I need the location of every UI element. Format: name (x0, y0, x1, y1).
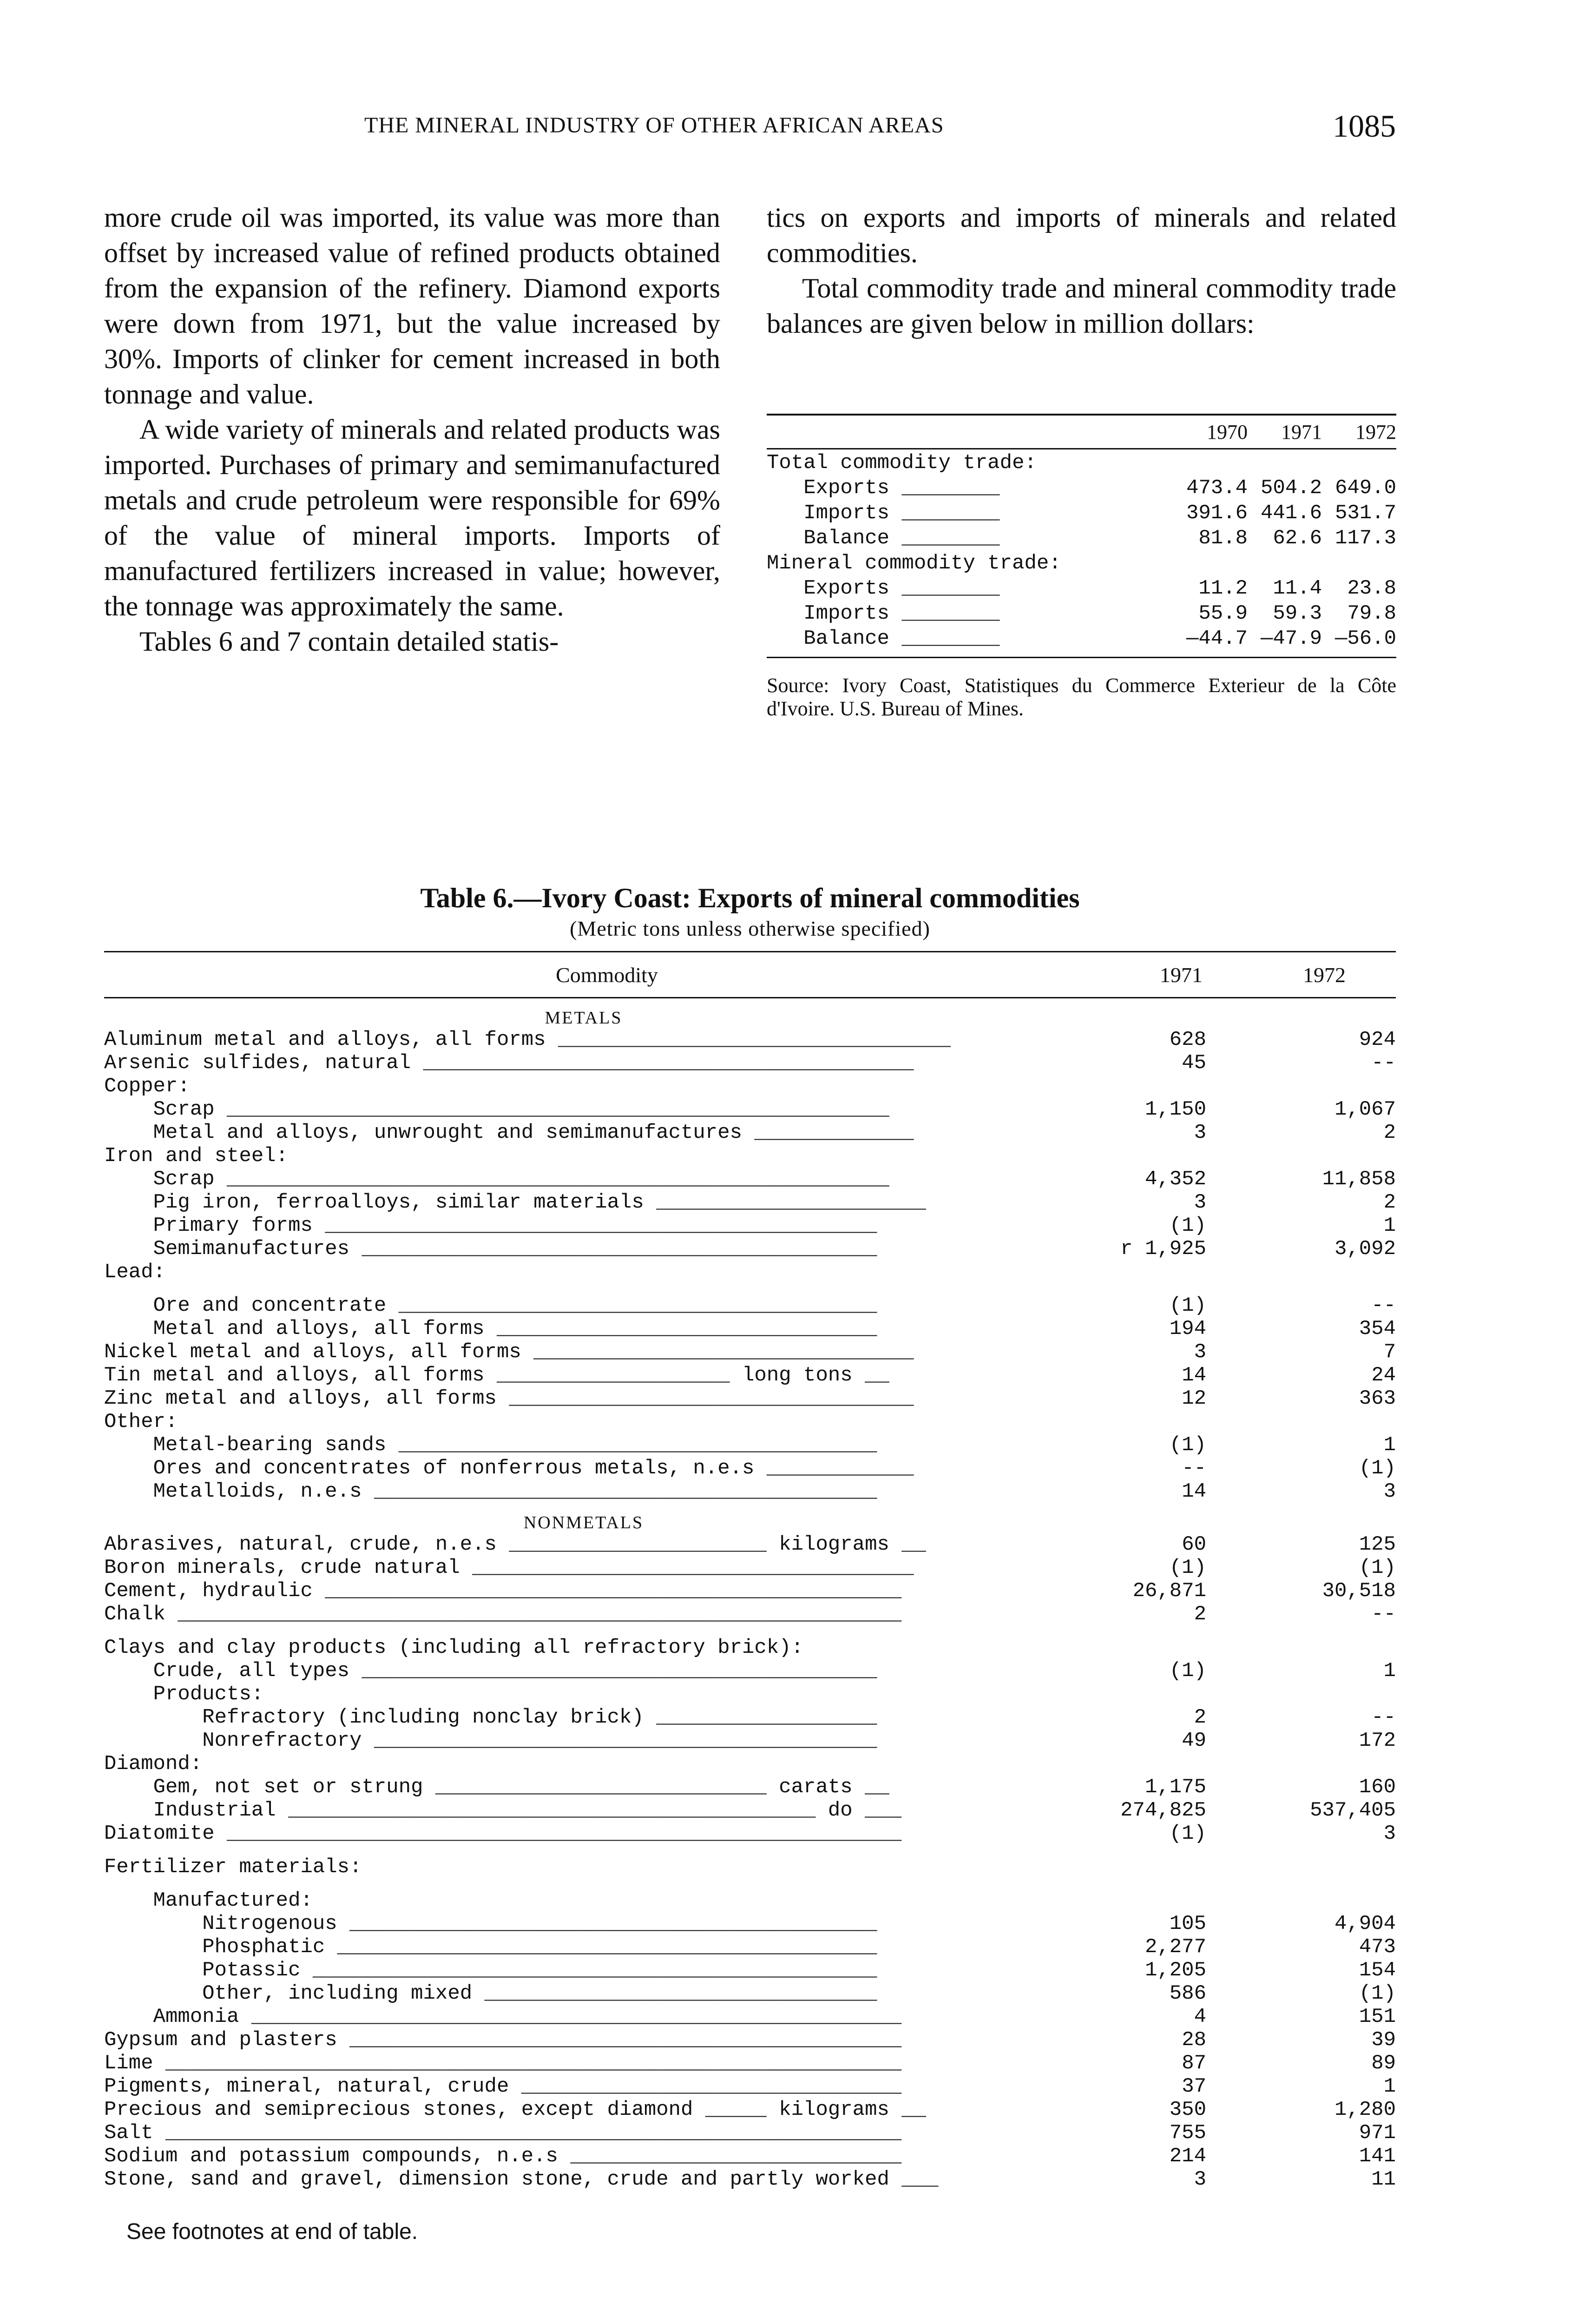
value-1972: 363 (1359, 1387, 1396, 1410)
table-row (104, 1191, 1396, 1214)
table-header (104, 951, 1396, 998)
value-1971: 4,352 (1144, 1168, 1206, 1191)
table-row (767, 625, 1396, 650)
value-1971: 2 (1194, 1706, 1206, 1729)
value-1972: 4,904 (1334, 1912, 1396, 1935)
value-1972: 151 (1359, 2005, 1396, 2028)
table-row (104, 1845, 1396, 1879)
value-1972: (1) (1359, 1556, 1396, 1579)
value-1971: 1,175 (1144, 1776, 1206, 1799)
value-1971: 37 (1182, 2075, 1206, 2098)
commodity-label: Copper: (104, 1075, 190, 1098)
commodity-label: Nonrefractory _________________________________________ (104, 1729, 877, 1752)
value-1971: 60 (1182, 1533, 1206, 1556)
running-head: THE MINERAL INDUSTRY OF OTHER AFRICAN AREAS (364, 113, 944, 138)
cell-value: —44.7 (1186, 627, 1248, 650)
trade-balance-table (767, 414, 1396, 720)
table-row (104, 1579, 1396, 1603)
commodity-label: Salt ____________________________________________________________ (104, 2121, 902, 2145)
table-row (104, 1075, 1396, 1098)
commodity-label: Potassic ______________________________________________ (104, 1959, 877, 1982)
cell-value: 23.8 (1347, 577, 1396, 600)
value-1971: -- (1182, 1457, 1206, 1480)
table-row (104, 2052, 1396, 2075)
commodity-label: Pigments, mineral, natural, crude _______________________________ (104, 2075, 902, 2098)
commodity-label: Metal and alloys, unwrought and semimanufactures _____________ (104, 1121, 914, 1144)
table-row (104, 1051, 1396, 1075)
commodity-label: Aluminum metal and alloys, all forms ________________________________ (104, 1028, 951, 1051)
year-header: 1971 (1281, 420, 1322, 443)
value-1971: 1,150 (1144, 1098, 1206, 1121)
cell-value: 59.3 (1273, 602, 1322, 625)
table-row (104, 2145, 1396, 2168)
table-subtitle: (Metric tons unless otherwise specified) (570, 917, 930, 940)
table-row (104, 1214, 1396, 1237)
commodity-label: Gem, not set or strung ___________________________ carats __ (104, 1776, 889, 1799)
commodity-label: Gypsum and plasters _____________________________________________ (104, 2028, 902, 2052)
value-1971: 4 (1194, 2005, 1206, 2028)
value-1971: 45 (1182, 1051, 1206, 1075)
table-row (104, 1144, 1396, 1168)
table-row (104, 1626, 1396, 1659)
table-row (767, 449, 1396, 475)
paragraph: Tables 6 and 7 contain detailed statis- (139, 626, 559, 657)
value-1971: (1) (1169, 1433, 1206, 1457)
table-row (104, 1799, 1396, 1822)
section-heading: METALS (545, 1008, 623, 1028)
table-row (104, 1121, 1396, 1144)
cell-value: 441.6 (1260, 502, 1322, 525)
value-1972: 924 (1359, 1028, 1396, 1051)
commodity-label: Fertilizer materials: (104, 1855, 362, 1879)
cell-value: 62.6 (1273, 527, 1322, 550)
value-1971: 214 (1169, 2145, 1206, 2168)
table-row (104, 1364, 1396, 1387)
commodity-label: Primary forms _____________________________________________ (104, 1214, 877, 1237)
table-row (104, 1659, 1396, 1683)
commodity-header: Commodity (556, 963, 658, 987)
table-row (104, 1879, 1396, 1912)
value-1972: 2 (1383, 1121, 1396, 1144)
cell-value: 117.3 (1335, 527, 1396, 550)
commodity-label: Stone, sand and gravel, dimension stone, crude and partly worked ___ (104, 2168, 939, 2191)
table-row (104, 1261, 1396, 1284)
table-row (104, 1982, 1396, 2005)
commodity-label: Precious and semiprecious stones, except diamond _____ kilograms __ (104, 2098, 927, 2121)
value-1972: 39 (1371, 2028, 1396, 2052)
commodity-label: Manufactured: (104, 1889, 313, 1912)
commodity-label: Diamond: (104, 1752, 203, 1776)
value-1972: 971 (1359, 2121, 1396, 2145)
table-title: Table 6.—Ivory Coast: Exports of mineral commodities (420, 883, 1080, 913)
cell-value: 81.8 (1198, 527, 1248, 550)
cell-value: 504.2 (1260, 476, 1322, 500)
commodity-label: Ore and concentrate _______________________________________ (104, 1294, 877, 1317)
table-row (104, 1706, 1396, 1729)
table-header (767, 416, 1396, 448)
value-1971: 2,277 (1144, 1935, 1206, 1959)
value-1971: 755 (1169, 2121, 1206, 2145)
commodity-label: Nickel metal and alloys, all forms _______________________________ (104, 1340, 914, 1364)
metals-rows (104, 1028, 1396, 1503)
commodity-label: Products: (104, 1683, 264, 1706)
value-1972: 1 (1383, 1433, 1396, 1457)
value-1972: -- (1371, 1706, 1396, 1729)
commodity-label: Lead: (104, 1261, 166, 1284)
value-1971: 14 (1182, 1480, 1206, 1503)
table-row (104, 1284, 1396, 1317)
value-1972: 172 (1359, 1729, 1396, 1752)
commodity-label: Zinc metal and alloys, all forms _________________________________ (104, 1387, 914, 1410)
value-1971: 105 (1169, 1912, 1206, 1935)
table-row (104, 1959, 1396, 1982)
year-header: 1972 (1355, 420, 1396, 443)
table-source: Source: Ivory Coast, Statistiques du Commerce Exterieur de la Côte d'Ivoire. U.S. Bureau of Mines. (767, 674, 1396, 720)
section-heading: NONMETALS (523, 1513, 644, 1532)
table-row (104, 2005, 1396, 2028)
right-column (767, 200, 1396, 341)
value-1971: 26,871 (1132, 1579, 1206, 1603)
commodity-label: Chalk ___________________________________________________________ (104, 1603, 902, 1626)
table-row (104, 1683, 1396, 1706)
table-row (767, 575, 1396, 600)
cell-value: 649.0 (1335, 476, 1396, 500)
cell-value: 11.2 (1198, 577, 1248, 600)
value-1972: 30,518 (1322, 1579, 1396, 1603)
commodity-label: Diatomite _______________________________________________________ (104, 1822, 902, 1845)
row-label: Imports ________ (767, 602, 1000, 625)
value-1972: (1) (1359, 1457, 1396, 1480)
commodity-label: Metalloids, n.e.s _________________________________________ (104, 1480, 877, 1503)
value-1972: 354 (1359, 1317, 1396, 1340)
commodity-label: Other: (104, 1410, 178, 1433)
value-1971: r 1,925 (1120, 1237, 1206, 1261)
row-label: Mineral commodity trade: (767, 552, 1061, 575)
cell-value: 11.4 (1273, 577, 1322, 600)
table-row (104, 1912, 1396, 1935)
commodity-label: Refractory (including nonclay brick) __________________ (104, 1706, 877, 1729)
table-row (767, 600, 1396, 625)
value-1971: (1) (1169, 1214, 1206, 1237)
year-header: 1971 (1160, 963, 1203, 987)
row-label: Exports ________ (767, 577, 1000, 600)
commodity-label: Crude, all types __________________________________________ (104, 1659, 877, 1683)
table-row (104, 1556, 1396, 1579)
value-1972: 125 (1359, 1533, 1396, 1556)
value-1971: 274,825 (1120, 1799, 1206, 1822)
commodity-label: Pig iron, ferroalloys, similar materials ______________________ (104, 1191, 927, 1214)
commodity-label: Scrap ______________________________________________________ (104, 1168, 889, 1191)
paragraph: tics on exports and imports of minerals and related commodities. (767, 202, 1396, 268)
row-label: Exports ________ (767, 476, 1000, 500)
table-row (104, 1457, 1396, 1480)
value-1972: 24 (1371, 1364, 1396, 1387)
left-column (104, 200, 720, 659)
table-footnote: See footnotes at end of table. (126, 2219, 418, 2244)
commodity-label: Nitrogenous ___________________________________________ (104, 1912, 877, 1935)
value-1971: 586 (1169, 1982, 1206, 2005)
value-1972: 1 (1383, 1214, 1396, 1237)
value-1971: (1) (1169, 1659, 1206, 1683)
cell-value: 531.7 (1335, 502, 1396, 525)
table-row (104, 1433, 1396, 1457)
table-row (104, 1603, 1396, 1626)
table-row (104, 1480, 1396, 1503)
commodity-label: Sodium and potassium compounds, n.e.s ___________________________ (104, 2145, 902, 2168)
row-label: Imports ________ (767, 502, 1000, 525)
table-row (104, 1729, 1396, 1752)
value-1971: 12 (1182, 1387, 1206, 1410)
value-1972: (1) (1359, 1982, 1396, 2005)
value-1971: 3 (1194, 2168, 1206, 2191)
commodity-label: Iron and steel: (104, 1144, 289, 1168)
commodity-label: Metal and alloys, all forms _______________________________ (104, 1317, 877, 1340)
commodity-label: Phosphatic ____________________________________________ (104, 1935, 877, 1959)
table-row (767, 550, 1396, 575)
commodity-label: Abrasives, natural, crude, n.e.s _____________________ kilograms __ (104, 1533, 927, 1556)
value-1972: 1,067 (1334, 1098, 1396, 1121)
commodity-label: Ores and concentrates of nonferrous metals, n.e.s ____________ (104, 1457, 914, 1480)
commodity-label: Tin metal and alloys, all forms ___________________ long tons __ (104, 1364, 889, 1387)
value-1972: 7 (1383, 1340, 1396, 1364)
value-1971: 194 (1169, 1317, 1206, 1340)
value-1971: 14 (1182, 1364, 1206, 1387)
value-1972: 11 (1371, 2168, 1396, 2191)
table-6 (104, 882, 1396, 2245)
table-row (104, 1098, 1396, 1121)
table-row (104, 2121, 1396, 2145)
table-row (767, 525, 1396, 550)
value-1971: 2 (1194, 1603, 1206, 1626)
page-number: 1085 (1333, 108, 1396, 144)
table-row (104, 1752, 1396, 1776)
value-1972: 141 (1359, 2145, 1396, 2168)
table-row (104, 2028, 1396, 2052)
table-row (104, 1387, 1396, 1410)
commodity-label: Ammonia _____________________________________________________ (104, 2005, 902, 2028)
value-1971: 3 (1194, 1340, 1206, 1364)
value-1972: -- (1371, 1051, 1396, 1075)
commodity-label: Semimanufactures __________________________________________ (104, 1237, 877, 1261)
table-row (104, 1340, 1396, 1364)
value-1971: 1,205 (1144, 1959, 1206, 1982)
value-1971: 3 (1194, 1121, 1206, 1144)
value-1972: 537,405 (1310, 1799, 1396, 1822)
cell-value: —56.0 (1335, 627, 1396, 650)
commodity-label: Boron minerals, crude natural ____________________________________ (104, 1556, 914, 1579)
value-1972: 1 (1383, 2075, 1396, 2098)
value-1972: 2 (1383, 1191, 1396, 1214)
paragraph: more crude oil was imported, its value was more than offset by increased value of refined products obtained from the expansion of the refinery. Diamond exports were down from 1971, but the value increased by 30%. Imports of clinker for cement increased in both tonnage and value. (104, 202, 720, 409)
table-row (104, 1168, 1396, 1191)
value-1971: (1) (1169, 1556, 1206, 1579)
year-header: 1972 (1303, 963, 1346, 987)
table-row (104, 2075, 1396, 2098)
table-row (767, 475, 1396, 500)
nonmetals-rows (104, 1533, 1396, 2191)
value-1971: 87 (1182, 2052, 1206, 2075)
commodity-label: Other, including mixed ________________________________ (104, 1982, 877, 2005)
table-row (104, 1410, 1396, 1433)
value-1972: 1 (1383, 1659, 1396, 1683)
value-1972: 154 (1359, 1959, 1396, 1982)
value-1972: 473 (1359, 1935, 1396, 1959)
table-row (104, 2168, 1396, 2191)
commodity-label: Industrial ___________________________________________ do ___ (104, 1799, 902, 1822)
cell-value: —47.9 (1260, 627, 1322, 650)
cell-value: 79.8 (1347, 602, 1396, 625)
table-rule (767, 657, 1396, 658)
value-1972: -- (1371, 1294, 1396, 1317)
value-1972: 1,280 (1334, 2098, 1396, 2121)
paragraph: A wide variety of minerals and related products was imported. Purchases of primary and semimanufactured metals and crude petroleum were responsible for 69% of the value of mineral imports. Imports of manufactured fertilizers increased in value; however, the tonnage was approximately the same. (104, 414, 720, 621)
value-1971: 350 (1169, 2098, 1206, 2121)
value-1972: 3 (1383, 1822, 1396, 1845)
cell-value: 55.9 (1198, 602, 1248, 625)
cell-value: 391.6 (1186, 502, 1248, 525)
table-row (104, 1237, 1396, 1261)
row-label: Total commodity trade: (767, 451, 1037, 475)
value-1971: (1) (1169, 1822, 1206, 1845)
table-row (104, 1317, 1396, 1340)
commodity-label: Cement, hydraulic _______________________________________________ (104, 1579, 902, 1603)
value-1971: 628 (1169, 1028, 1206, 1051)
table-row (104, 2098, 1396, 2121)
commodity-label: Metal-bearing sands _______________________________________ (104, 1433, 877, 1457)
value-1972: 3 (1383, 1480, 1396, 1503)
cell-value: 473.4 (1186, 476, 1248, 500)
table-row (104, 1776, 1396, 1799)
value-1971: (1) (1169, 1294, 1206, 1317)
table-row (104, 1028, 1396, 1051)
commodity-label: Scrap ______________________________________________________ (104, 1098, 889, 1121)
commodity-label: Arsenic sulfides, natural ________________________________________ (104, 1051, 914, 1075)
value-1972: 89 (1371, 2052, 1396, 2075)
table-row (767, 500, 1396, 525)
value-1972: 3,092 (1334, 1237, 1396, 1261)
row-label: Balance ________ (767, 627, 1000, 650)
year-header: 1970 (1207, 420, 1248, 443)
value-1972: 160 (1359, 1776, 1396, 1799)
value-1971: 3 (1194, 1191, 1206, 1214)
value-1972: -- (1371, 1603, 1396, 1626)
value-1971: 49 (1182, 1729, 1206, 1752)
table-row (104, 1822, 1396, 1845)
table-body (767, 449, 1396, 650)
table-row (104, 1533, 1396, 1556)
paragraph: Total commodity trade and mineral commodity trade balances are given below in million dollars: (767, 273, 1396, 339)
commodity-label: Lime ____________________________________________________________ (104, 2052, 902, 2075)
value-1971: 28 (1182, 2028, 1206, 2052)
row-label: Balance ________ (767, 527, 1000, 550)
value-1972: 11,858 (1322, 1168, 1396, 1191)
commodity-label: Clays and clay products (including all refractory brick): (104, 1636, 804, 1659)
page-header (104, 108, 1396, 150)
table-row (104, 1935, 1396, 1959)
